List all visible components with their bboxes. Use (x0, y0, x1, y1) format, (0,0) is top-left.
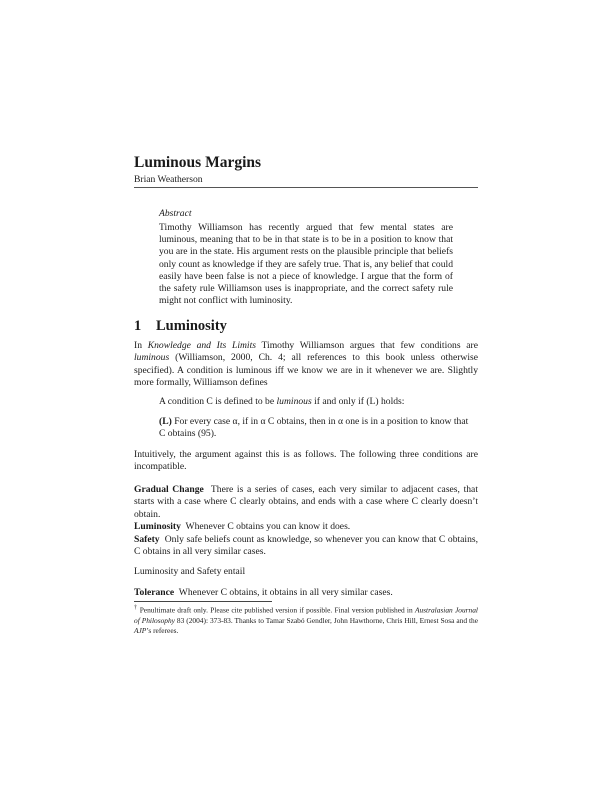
book-title: Knowledge and Its Limits (147, 340, 256, 351)
luminous-term: luminous (134, 352, 170, 364)
abstract-text: Timothy Williamson has recently argued that few mental states are luminous, meaning that to be in that state is to be in a position to know that you are in the state. His argument rests on the plausible principle that beliefs only count as knowledge if they are safely true. That is, any belief that could easily have been false is not a piece of knowledge. I argue that the form of the safety rule Williamson uses is inappropriate, and the correct safety rule might not conflict with luminosity. (159, 222, 453, 307)
conditions-list (134, 484, 478, 558)
paper-title: Luminous Margins (134, 154, 262, 171)
footnote-text-3: ’s referees. (146, 626, 179, 636)
intro-paragraph (134, 340, 478, 390)
definition-text-2: if and only if (L) holds: (311, 396, 405, 407)
condition-term: Luminosity (134, 521, 181, 533)
footnote-text-2: 83 (2004): 373-83. Thanks to Tamar Szabó Gendler, John Hawthorne, Chris Hill, Ernest Sosa and the (174, 615, 478, 625)
section-title: Luminosity (156, 318, 227, 334)
condition-term: Safety (134, 533, 160, 545)
abstract-heading: Abstract (159, 208, 192, 219)
entail-line: Luminosity and Safety entail (134, 566, 246, 577)
tolerance-condition (134, 587, 478, 598)
author-name: Brian Weatherson (134, 174, 203, 185)
tolerance-text: Whenever C obtains, it obtains in all very similar cases. (178, 587, 393, 598)
footnote-text-1: Penultimate draft only. Please cite published version if possible. Final version published in (139, 605, 415, 615)
footnote-mark: † (134, 605, 138, 611)
definition-line (159, 396, 404, 407)
journal-title: Australasian Journal of Philosophy (134, 605, 478, 625)
footnote-rule (134, 601, 272, 602)
principle-text: For every case α, if in α C obtains, then in α one is in a position to know that C obtains (95). (159, 416, 469, 440)
title-rule (134, 187, 478, 188)
condition-safety (134, 534, 478, 559)
argument-paragraph: Intuitively, the argument against this is as follows. The following three conditions are incompatible. (134, 449, 478, 473)
condition-gradual-change (134, 484, 478, 521)
section-heading (134, 318, 227, 335)
intro-text-2: Timothy Williamson argues that few conditions are (255, 340, 478, 351)
principle-label: (L) (159, 416, 172, 427)
definition-term: luminous (276, 396, 312, 407)
condition-text: Whenever C obtains you can know it does. (185, 521, 351, 533)
section-number: 1 (134, 318, 142, 334)
definition-text-1: A condition C is defined to be (159, 396, 277, 407)
condition-text: There is a series of cases, each very similar to adjacent cases, that starts with a case where C clearly obtains, and ends with a case where C clearly doesn’t obtain. (134, 484, 478, 520)
ajp-abbrev: AJP (134, 626, 147, 636)
principle-L (159, 416, 469, 441)
condition-text: Only safe beliefs count as knowledge, so whenever you can know that C obtains, C obtains in all very similar cases. (134, 533, 479, 558)
footnote (134, 603, 478, 637)
condition-luminosity (134, 521, 478, 533)
intro-text-3: (Williamson, 2000, Ch. 4; all references to this book unless otherwise specified). A condition is luminous iff we know we are in it whenever we are. Slightly more formally, Williamson defines (134, 352, 478, 389)
tolerance-term: Tolerance (134, 587, 175, 598)
condition-term: Gradual Change (134, 484, 204, 495)
intro-text-1: In (134, 340, 148, 351)
